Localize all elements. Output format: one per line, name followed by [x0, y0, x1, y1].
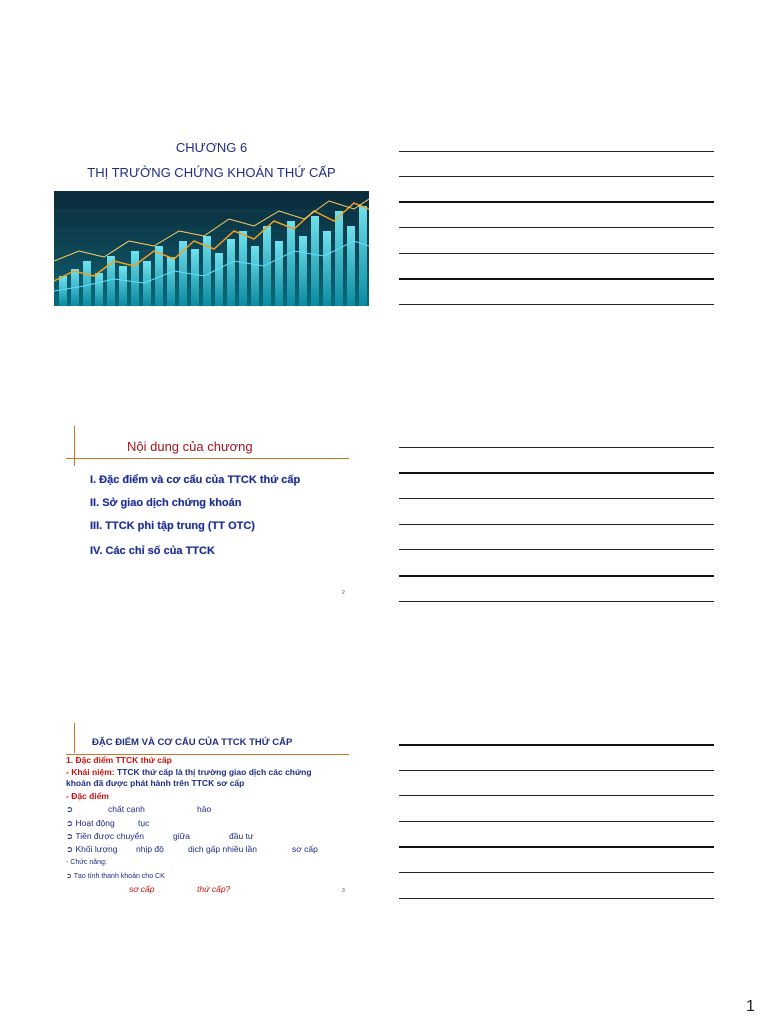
accent-horizontal-line — [66, 458, 349, 459]
bullet-arrow-icon: ➲ — [66, 831, 74, 841]
toc-item-3: III. TTCK phi tập trung (TT OTC) — [90, 520, 255, 532]
notes-line — [399, 201, 714, 203]
notes-line — [399, 872, 714, 873]
bullet-arrow-icon: ➲ — [66, 804, 74, 814]
question-part-1: sơ cấp — [129, 884, 155, 894]
feature-1: ➲ chất cạnh hảo — [66, 804, 212, 814]
notes-line — [399, 498, 714, 499]
notes-line — [399, 524, 714, 525]
notes-line — [399, 447, 714, 448]
page-number: 1 — [746, 998, 755, 1015]
slide-page-number: 2 — [342, 590, 345, 596]
slide-heading: ĐẶC ĐIỂM VÀ CƠ CẤU CỦA TTCK THỨ CẤP — [92, 737, 293, 748]
toc-item-2: II. Sở giao dịch chứng khoán — [90, 497, 242, 509]
section-title: 1. Đặc điểm TTCK thứ cấp — [66, 755, 172, 765]
feature-2: ➲ Hoạt động tục — [66, 818, 150, 828]
notes-line — [399, 549, 714, 550]
bullet-arrow-icon: ➲ — [66, 844, 74, 854]
function-1: ➲ Tạo tính thanh khoản cho CK — [66, 873, 165, 880]
notes-line — [399, 898, 714, 899]
definition-text: TTCK thứ cấp là thị trường giao dịch các chứng — [114, 767, 312, 777]
notes-line — [399, 846, 714, 848]
notes-line — [399, 821, 714, 822]
notes-line — [399, 227, 714, 228]
accent-vertical-line — [74, 723, 75, 753]
slide-heading: Nội dung của chương — [127, 439, 253, 454]
notes-line — [399, 278, 714, 280]
slide-3 — [54, 720, 369, 900]
toc-item-1: I. Đặc điểm và cơ cấu của TTCK thứ cấp — [90, 474, 301, 486]
chapter-number: CHƯƠNG 6 — [175, 140, 248, 155]
chapter-title: THỊ TRƯỜNG CHỨNG KHOÁN THỨ CẤP — [87, 165, 336, 180]
notes-line — [399, 795, 714, 796]
slide-page-number: 3 — [342, 888, 345, 894]
slide-2 — [54, 420, 369, 600]
notes-line — [399, 575, 714, 577]
definition-line-1 — [66, 767, 312, 777]
bullet-arrow-icon: ➲ — [66, 873, 72, 880]
notes-line — [399, 472, 714, 474]
feature-4: ➲ Khối lượng nhịp độ dịch gấp nhiều lần sơ cấp — [66, 844, 318, 854]
accent-vertical-line — [74, 426, 75, 466]
notes-line — [399, 253, 714, 254]
features-label: - Đặc điểm — [66, 791, 109, 801]
slide-1 — [54, 130, 369, 310]
notes-line — [399, 601, 714, 602]
notes-line — [399, 744, 714, 746]
definition-label: - Khái niệm: — [66, 767, 115, 777]
notes-line — [399, 151, 714, 152]
bullet-arrow-icon: ➲ — [66, 818, 74, 828]
notes-line — [399, 176, 714, 177]
question-part-2: thứ cấp? — [197, 884, 231, 894]
functions-label: - Chức năng: — [66, 859, 107, 866]
notes-line — [399, 770, 714, 771]
notes-line — [399, 304, 714, 305]
toc-item-4: IV. Các chỉ số của TTCK — [90, 545, 215, 557]
stock-market-chart-image — [54, 191, 369, 306]
definition-line-2: khoán đã được phát hành trên TTCK sơ cấp — [66, 778, 245, 788]
feature-3: ➲ Tiền được chuyển giữa đầu tư — [66, 831, 254, 841]
